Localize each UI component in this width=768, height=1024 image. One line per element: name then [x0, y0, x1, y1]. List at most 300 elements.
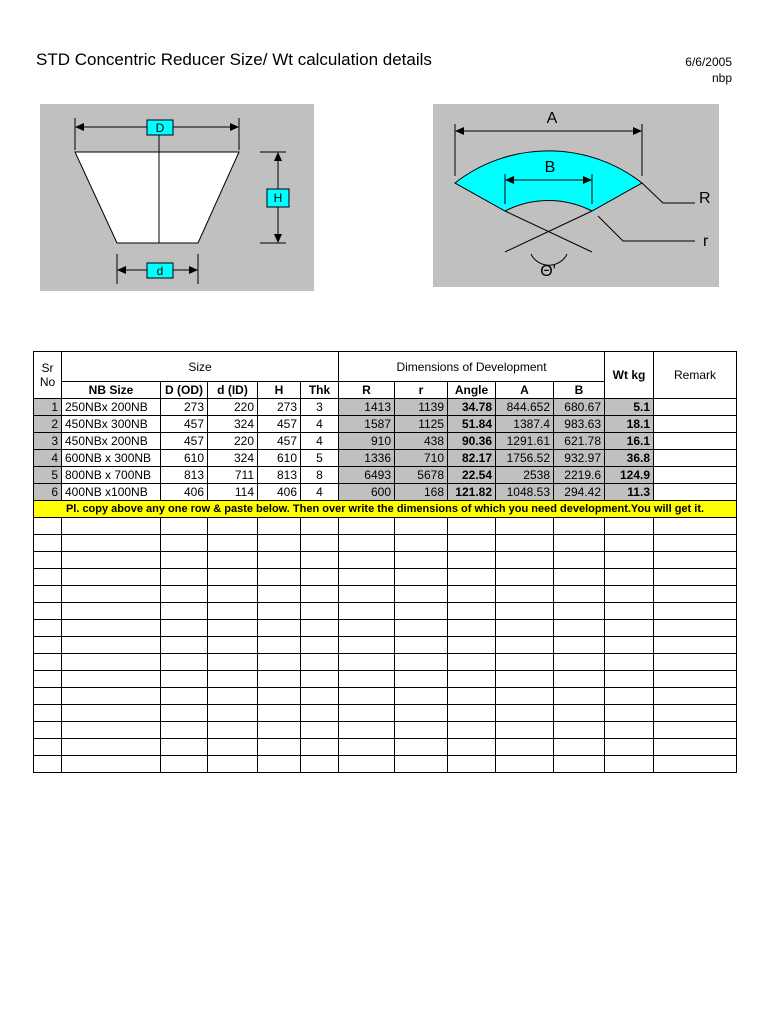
cell-a[interactable]: 1048.53 [496, 484, 554, 501]
empty-cell[interactable] [554, 518, 605, 535]
empty-cell[interactable] [654, 603, 737, 620]
empty-cell[interactable] [301, 518, 339, 535]
empty-cell[interactable] [605, 586, 654, 603]
empty-cell[interactable] [208, 722, 258, 739]
empty-cell[interactable] [395, 535, 448, 552]
empty-cell[interactable] [496, 535, 554, 552]
empty-cell[interactable] [301, 620, 339, 637]
empty-cell[interactable] [605, 654, 654, 671]
cell-thk[interactable]: 5 [301, 450, 339, 467]
empty-cell[interactable] [654, 552, 737, 569]
empty-cell[interactable] [395, 637, 448, 654]
cell-b[interactable]: 983.63 [554, 416, 605, 433]
cell-h[interactable]: 457 [258, 433, 301, 450]
empty-cell[interactable] [554, 535, 605, 552]
empty-cell[interactable] [395, 518, 448, 535]
arrow-icon [189, 266, 198, 274]
cell-h[interactable]: 406 [258, 484, 301, 501]
cell-angle[interactable]: 121.82 [448, 484, 496, 501]
empty-cell[interactable] [339, 535, 395, 552]
empty-cell[interactable] [34, 518, 62, 535]
empty-cell[interactable] [395, 552, 448, 569]
empty-cell[interactable] [34, 705, 62, 722]
empty-cell[interactable] [395, 739, 448, 756]
empty-cell[interactable] [34, 722, 62, 739]
empty-cell[interactable] [339, 722, 395, 739]
empty-cell[interactable] [654, 705, 737, 722]
cell-a[interactable]: 1756.52 [496, 450, 554, 467]
col-header: A [496, 382, 554, 399]
empty-cell[interactable] [554, 722, 605, 739]
empty-cell[interactable] [395, 620, 448, 637]
empty-cell[interactable] [448, 518, 496, 535]
empty-cell[interactable] [654, 518, 737, 535]
empty-cell[interactable] [34, 637, 62, 654]
empty-cell[interactable] [448, 569, 496, 586]
empty-cell[interactable] [448, 535, 496, 552]
empty-cell[interactable] [62, 535, 161, 552]
empty-cell[interactable] [258, 637, 301, 654]
cell-nb[interactable]: 450NBx 300NB [62, 416, 161, 433]
col-header: Thk [301, 382, 339, 399]
cell-h[interactable]: 813 [258, 467, 301, 484]
empty-cell[interactable] [395, 569, 448, 586]
cell-angle[interactable]: 82.17 [448, 450, 496, 467]
table-row [34, 467, 737, 484]
cell-sr[interactable]: 1 [34, 399, 62, 416]
col-header: r [395, 382, 448, 399]
empty-cell[interactable] [395, 603, 448, 620]
cell-d[interactable]: 813 [161, 467, 208, 484]
cell-sr[interactable]: 6 [34, 484, 62, 501]
empty-row [34, 756, 737, 773]
cell-thk[interactable]: 4 [301, 484, 339, 501]
empty-cell[interactable] [258, 722, 301, 739]
empty-cell[interactable] [654, 569, 737, 586]
cell-remark[interactable] [654, 467, 737, 484]
empty-cell[interactable] [258, 620, 301, 637]
empty-cell[interactable] [605, 552, 654, 569]
empty-cell[interactable] [208, 603, 258, 620]
date: 6/6/2005 [685, 55, 732, 69]
page-title: STD Concentric Reducer Size/ Wt calculation details [36, 50, 432, 69]
cell-thk[interactable]: 4 [301, 416, 339, 433]
cell-d[interactable]: 711 [208, 467, 258, 484]
empty-cell[interactable] [62, 671, 161, 688]
empty-cell[interactable] [654, 756, 737, 773]
cell-remark[interactable] [654, 399, 737, 416]
empty-cell[interactable] [395, 586, 448, 603]
empty-cell[interactable] [448, 722, 496, 739]
empty-cell[interactable] [258, 671, 301, 688]
empty-cell[interactable] [496, 603, 554, 620]
empty-cell[interactable] [339, 569, 395, 586]
empty-cell[interactable] [654, 535, 737, 552]
empty-cell[interactable] [448, 637, 496, 654]
empty-cell[interactable] [654, 586, 737, 603]
empty-cell[interactable] [448, 671, 496, 688]
empty-cell[interactable] [448, 586, 496, 603]
cell-h[interactable]: 457 [258, 416, 301, 433]
empty-cell[interactable] [208, 535, 258, 552]
empty-cell[interactable] [62, 552, 161, 569]
empty-cell[interactable] [496, 518, 554, 535]
cell-wt[interactable]: 16.1 [605, 433, 654, 450]
empty-cell[interactable] [301, 552, 339, 569]
empty-cell[interactable] [654, 637, 737, 654]
cell-r[interactable]: 710 [395, 450, 448, 467]
empty-cell[interactable] [554, 620, 605, 637]
cell-r[interactable]: 1125 [395, 416, 448, 433]
col-header: d (ID) [208, 382, 258, 399]
empty-cell[interactable] [208, 552, 258, 569]
empty-cell[interactable] [34, 586, 62, 603]
empty-cell[interactable] [605, 569, 654, 586]
empty-cell[interactable] [448, 552, 496, 569]
empty-cell[interactable] [34, 739, 62, 756]
empty-cell[interactable] [654, 671, 737, 688]
empty-cell[interactable] [496, 756, 554, 773]
empty-cell[interactable] [301, 603, 339, 620]
empty-cell[interactable] [605, 671, 654, 688]
empty-cell[interactable] [339, 518, 395, 535]
empty-cell[interactable] [161, 739, 208, 756]
cell-b[interactable]: 932.97 [554, 450, 605, 467]
empty-cell[interactable] [339, 586, 395, 603]
author: nbp [711, 71, 732, 85]
empty-cell[interactable] [301, 569, 339, 586]
empty-cell[interactable] [554, 756, 605, 773]
cell-nb[interactable]: 800NB x 700NB [62, 467, 161, 484]
empty-cell[interactable] [301, 739, 339, 756]
empty-cell[interactable] [301, 671, 339, 688]
empty-cell[interactable] [62, 603, 161, 620]
empty-cell[interactable] [605, 705, 654, 722]
empty-cell[interactable] [258, 739, 301, 756]
cell-h[interactable]: 273 [258, 399, 301, 416]
empty-cell[interactable] [605, 739, 654, 756]
empty-cell[interactable] [339, 756, 395, 773]
empty-cell[interactable] [654, 654, 737, 671]
empty-cell[interactable] [161, 671, 208, 688]
empty-cell[interactable] [554, 688, 605, 705]
empty-cell[interactable] [62, 739, 161, 756]
empty-cell[interactable] [258, 654, 301, 671]
cell-angle[interactable]: 90.36 [448, 433, 496, 450]
cell-d[interactable]: 406 [161, 484, 208, 501]
empty-cell[interactable] [208, 688, 258, 705]
empty-cell[interactable] [208, 518, 258, 535]
empty-cell[interactable] [34, 756, 62, 773]
empty-cell[interactable] [605, 688, 654, 705]
empty-cell[interactable] [301, 722, 339, 739]
empty-cell[interactable] [554, 603, 605, 620]
empty-cell[interactable] [62, 637, 161, 654]
empty-cell[interactable] [395, 688, 448, 705]
cell-r[interactable]: 1139 [395, 399, 448, 416]
cell-r[interactable]: 1336 [339, 450, 395, 467]
empty-cell[interactable] [605, 637, 654, 654]
empty-cell[interactable] [339, 620, 395, 637]
empty-cell[interactable] [339, 739, 395, 756]
cell-h[interactable]: 610 [258, 450, 301, 467]
empty-cell[interactable] [448, 739, 496, 756]
empty-cell[interactable] [258, 688, 301, 705]
empty-cell[interactable] [62, 722, 161, 739]
empty-cell[interactable] [258, 552, 301, 569]
instruction-row [34, 501, 737, 518]
empty-cell[interactable] [395, 722, 448, 739]
cell-angle[interactable]: 34.78 [448, 399, 496, 416]
empty-cell[interactable] [395, 671, 448, 688]
empty-cell[interactable] [654, 620, 737, 637]
cell-nb[interactable]: 450NBx 200NB [62, 433, 161, 450]
empty-cell[interactable] [554, 671, 605, 688]
empty-cell[interactable] [554, 705, 605, 722]
empty-cell[interactable] [34, 535, 62, 552]
cell-remark[interactable] [654, 450, 737, 467]
empty-cell[interactable] [339, 552, 395, 569]
empty-cell[interactable] [161, 722, 208, 739]
empty-cell[interactable] [496, 688, 554, 705]
cell-d[interactable]: 220 [208, 399, 258, 416]
empty-cell[interactable] [654, 739, 737, 756]
empty-cell[interactable] [301, 654, 339, 671]
size-header: Size [62, 352, 339, 382]
empty-cell[interactable] [161, 535, 208, 552]
empty-cell[interactable] [161, 705, 208, 722]
empty-cell[interactable] [34, 620, 62, 637]
empty-cell[interactable] [301, 637, 339, 654]
cell-r[interactable]: 600 [339, 484, 395, 501]
empty-cell[interactable] [258, 518, 301, 535]
empty-cell[interactable] [395, 705, 448, 722]
empty-row [34, 637, 737, 654]
empty-cell[interactable] [258, 535, 301, 552]
empty-cell[interactable] [161, 688, 208, 705]
empty-cell[interactable] [496, 637, 554, 654]
empty-cell[interactable] [448, 654, 496, 671]
empty-cell[interactable] [161, 620, 208, 637]
cell-b[interactable]: 680.67 [554, 399, 605, 416]
reducer-elevation-svg [40, 104, 314, 291]
cell-a[interactable]: 1291.61 [496, 433, 554, 450]
cell-sr[interactable]: 3 [34, 433, 62, 450]
empty-cell[interactable] [395, 756, 448, 773]
cell-r[interactable]: 6493 [339, 467, 395, 484]
cell-a[interactable]: 1387.4 [496, 416, 554, 433]
empty-cell[interactable] [395, 654, 448, 671]
empty-row [34, 569, 737, 586]
empty-cell[interactable] [208, 739, 258, 756]
cell-sr[interactable]: 4 [34, 450, 62, 467]
empty-cell[interactable] [496, 705, 554, 722]
empty-cell[interactable] [208, 705, 258, 722]
cell-angle[interactable]: 51.84 [448, 416, 496, 433]
arrow-icon [455, 127, 464, 135]
empty-row [34, 722, 737, 739]
empty-cell[interactable] [654, 722, 737, 739]
empty-cell[interactable] [161, 518, 208, 535]
empty-cell[interactable] [208, 620, 258, 637]
empty-cell[interactable] [258, 705, 301, 722]
empty-cell[interactable] [34, 603, 62, 620]
empty-cell[interactable] [301, 756, 339, 773]
empty-cell[interactable] [605, 722, 654, 739]
empty-cell[interactable] [161, 586, 208, 603]
empty-cell[interactable] [301, 535, 339, 552]
empty-cell[interactable] [301, 705, 339, 722]
cell-wt[interactable]: 18.1 [605, 416, 654, 433]
label-B: B [544, 159, 556, 176]
empty-row [34, 654, 737, 671]
cell-remark[interactable] [654, 416, 737, 433]
empty-cell[interactable] [208, 569, 258, 586]
empty-cell[interactable] [554, 569, 605, 586]
empty-cell[interactable] [161, 637, 208, 654]
empty-cell[interactable] [339, 654, 395, 671]
cell-d[interactable]: 324 [208, 450, 258, 467]
cell-wt[interactable]: 36.8 [605, 450, 654, 467]
empty-cell[interactable] [62, 518, 161, 535]
empty-cell[interactable] [258, 586, 301, 603]
empty-cell[interactable] [34, 671, 62, 688]
cell-d[interactable]: 324 [208, 416, 258, 433]
cell-d[interactable]: 114 [208, 484, 258, 501]
cell-thk[interactable]: 3 [301, 399, 339, 416]
sr-no-header: Sr No [34, 352, 62, 399]
cell-thk[interactable]: 4 [301, 433, 339, 450]
cell-d[interactable]: 457 [161, 433, 208, 450]
empty-cell[interactable] [496, 552, 554, 569]
empty-cell[interactable] [339, 603, 395, 620]
cell-nb[interactable]: 600NB x 300NB [62, 450, 161, 467]
empty-cell[interactable] [208, 671, 258, 688]
empty-cell[interactable] [34, 654, 62, 671]
empty-cell[interactable] [62, 705, 161, 722]
cell-r[interactable]: 1587 [339, 416, 395, 433]
empty-cell[interactable] [448, 603, 496, 620]
empty-cell[interactable] [339, 705, 395, 722]
cell-a[interactable]: 2538 [496, 467, 554, 484]
cell-d[interactable]: 220 [208, 433, 258, 450]
empty-cell[interactable] [496, 569, 554, 586]
empty-cell[interactable] [496, 586, 554, 603]
empty-cell[interactable] [605, 756, 654, 773]
cell-r[interactable]: 910 [339, 433, 395, 450]
cell-r[interactable]: 168 [395, 484, 448, 501]
empty-cell[interactable] [161, 756, 208, 773]
cell-b[interactable]: 2219.6 [554, 467, 605, 484]
cell-wt[interactable]: 124.9 [605, 467, 654, 484]
cell-thk[interactable]: 8 [301, 467, 339, 484]
cell-remark[interactable] [654, 433, 737, 450]
empty-cell[interactable] [448, 620, 496, 637]
cell-remark[interactable] [654, 484, 737, 501]
empty-cell[interactable] [301, 688, 339, 705]
empty-cell[interactable] [339, 637, 395, 654]
empty-cell[interactable] [208, 586, 258, 603]
leader-r [598, 216, 695, 241]
empty-cell[interactable] [301, 586, 339, 603]
empty-cell[interactable] [62, 586, 161, 603]
cell-r[interactable]: 5678 [395, 467, 448, 484]
empty-cell[interactable] [34, 688, 62, 705]
table-row [34, 433, 737, 450]
empty-cell[interactable] [208, 637, 258, 654]
cell-r[interactable]: 438 [395, 433, 448, 450]
empty-cell[interactable] [554, 586, 605, 603]
empty-cell[interactable] [448, 756, 496, 773]
empty-cell[interactable] [208, 654, 258, 671]
cell-d[interactable]: 457 [161, 416, 208, 433]
cell-nb[interactable]: 250NBx 200NB [62, 399, 161, 416]
cell-b[interactable]: 294.42 [554, 484, 605, 501]
empty-cell[interactable] [62, 620, 161, 637]
empty-cell[interactable] [62, 654, 161, 671]
empty-cell[interactable] [161, 569, 208, 586]
empty-cell[interactable] [34, 552, 62, 569]
empty-cell[interactable] [258, 756, 301, 773]
cell-nb[interactable]: 400NB x100NB [62, 484, 161, 501]
empty-cell[interactable] [554, 739, 605, 756]
empty-cell[interactable] [34, 569, 62, 586]
empty-cell[interactable] [554, 552, 605, 569]
cell-d[interactable]: 273 [161, 399, 208, 416]
empty-cell[interactable] [554, 654, 605, 671]
empty-cell[interactable] [258, 569, 301, 586]
cell-angle[interactable]: 22.54 [448, 467, 496, 484]
empty-cell[interactable] [605, 518, 654, 535]
cell-r[interactable]: 1413 [339, 399, 395, 416]
empty-cell[interactable] [554, 637, 605, 654]
cell-d[interactable]: 610 [161, 450, 208, 467]
empty-cell[interactable] [161, 654, 208, 671]
cell-a[interactable]: 844.652 [496, 399, 554, 416]
cell-wt[interactable]: 5.1 [605, 399, 654, 416]
empty-cell[interactable] [339, 671, 395, 688]
empty-cell[interactable] [208, 756, 258, 773]
data-rows [34, 399, 737, 501]
empty-cell[interactable] [161, 552, 208, 569]
empty-cell[interactable] [496, 620, 554, 637]
empty-row [34, 518, 737, 535]
empty-cell[interactable] [605, 535, 654, 552]
empty-cell[interactable] [496, 722, 554, 739]
cell-b[interactable]: 621.78 [554, 433, 605, 450]
cell-sr[interactable]: 2 [34, 416, 62, 433]
empty-cell[interactable] [258, 603, 301, 620]
wt-header: Wt kg [605, 352, 654, 399]
empty-cell[interactable] [62, 688, 161, 705]
empty-cell[interactable] [654, 688, 737, 705]
empty-cell[interactable] [62, 756, 161, 773]
empty-cell[interactable] [496, 654, 554, 671]
col-header: H [258, 382, 301, 399]
empty-cell[interactable] [161, 603, 208, 620]
empty-cell[interactable] [448, 688, 496, 705]
empty-cell[interactable] [496, 739, 554, 756]
empty-cell[interactable] [339, 688, 395, 705]
empty-cell[interactable] [448, 705, 496, 722]
table-row [34, 399, 737, 416]
empty-cell[interactable] [605, 620, 654, 637]
empty-cell[interactable] [62, 569, 161, 586]
cell-wt[interactable]: 11.3 [605, 484, 654, 501]
empty-cell[interactable] [496, 671, 554, 688]
cell-sr[interactable]: 5 [34, 467, 62, 484]
empty-cell[interactable] [605, 603, 654, 620]
